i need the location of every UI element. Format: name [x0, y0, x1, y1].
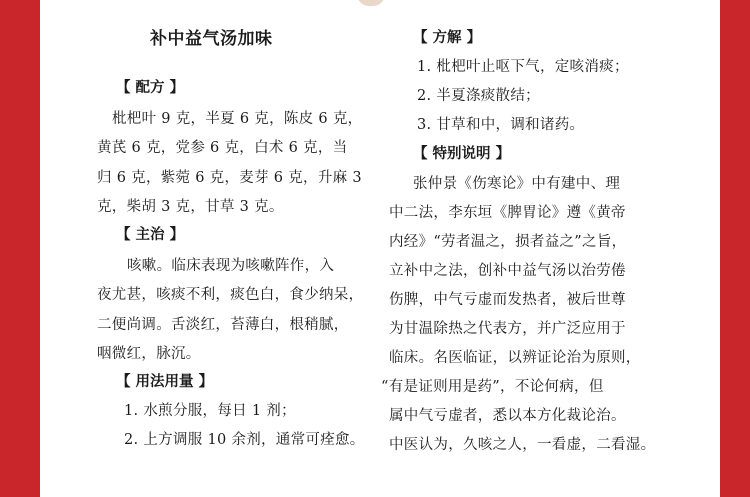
formula-line: 黄芪 6 克，党参 6 克，白术 6 克，当	[97, 140, 348, 156]
usage-line: 1. 水煎分服，每日 1 剂；	[124, 403, 296, 419]
formula-line: 归 6 克，紫菀 6 克，麦芽 6 克，升麻 3	[97, 170, 362, 186]
usage-header: 【 用法用量 】	[116, 373, 214, 390]
formula-header: 【 配方 】	[116, 79, 185, 96]
usage-line: 2. 上方调服 10 余剂，通常可痊愈。	[124, 432, 365, 448]
explanation-line: 2. 半夏涤痰散结；	[417, 88, 540, 104]
indication-line: 咳嗽。临床表现为咳嗽阵作，入	[127, 258, 335, 274]
note-header: 【 特别说明 】	[413, 145, 511, 162]
note-line: 属中气亏虚者，悉以本方化裁论治。	[389, 408, 626, 424]
note-line: 伤脾，中气亏虚而发热者，被后世尊	[389, 292, 626, 308]
formula-line: 枇杷叶 9 克，半夏 6 克，陈皮 6 克，	[112, 111, 363, 127]
note-line: “有是证则用是药”，不论何病，但	[381, 379, 604, 395]
indication-header: 【 主治 】	[116, 226, 185, 243]
note-line: 临床。名医临证，以辨证论治为原则，	[389, 350, 641, 366]
note-line: 中医认为，久咳之人，一看虚，二看湿。	[389, 437, 656, 453]
indication-line: 二便尚调。舌淡红，苔薄白，根稍腻，	[97, 317, 349, 333]
note-line: 为甘温除热之代表方，并广泛应用于	[389, 321, 626, 337]
explanation-line: 3. 甘草和中，调和诸药。	[417, 117, 585, 133]
explanation-header: 【 方解 】	[413, 29, 482, 46]
note-line: 内经》“劳者温之，损者益之”之旨，	[389, 234, 627, 250]
formula-line: 克，柴胡 3 克，甘草 3 克。	[97, 199, 284, 215]
note-line: 立补中之法，创补中益气汤以治劳倦	[389, 263, 626, 279]
page-title: 补中益气汤加味	[150, 29, 273, 49]
note-line: 张仲景《伤寒论》中有建中、理	[413, 176, 621, 192]
indication-line: 咽微红，脉沉。	[97, 346, 201, 362]
note-line: 中二法，李东垣《脾胃论》遵《黄帝	[389, 205, 626, 221]
explanation-line: 1. 枇杷叶止呕下气，定咳消痰；	[417, 59, 629, 75]
indication-line: 夜尤甚，咳痰不利，痰色白，食少纳呆，	[97, 287, 364, 303]
